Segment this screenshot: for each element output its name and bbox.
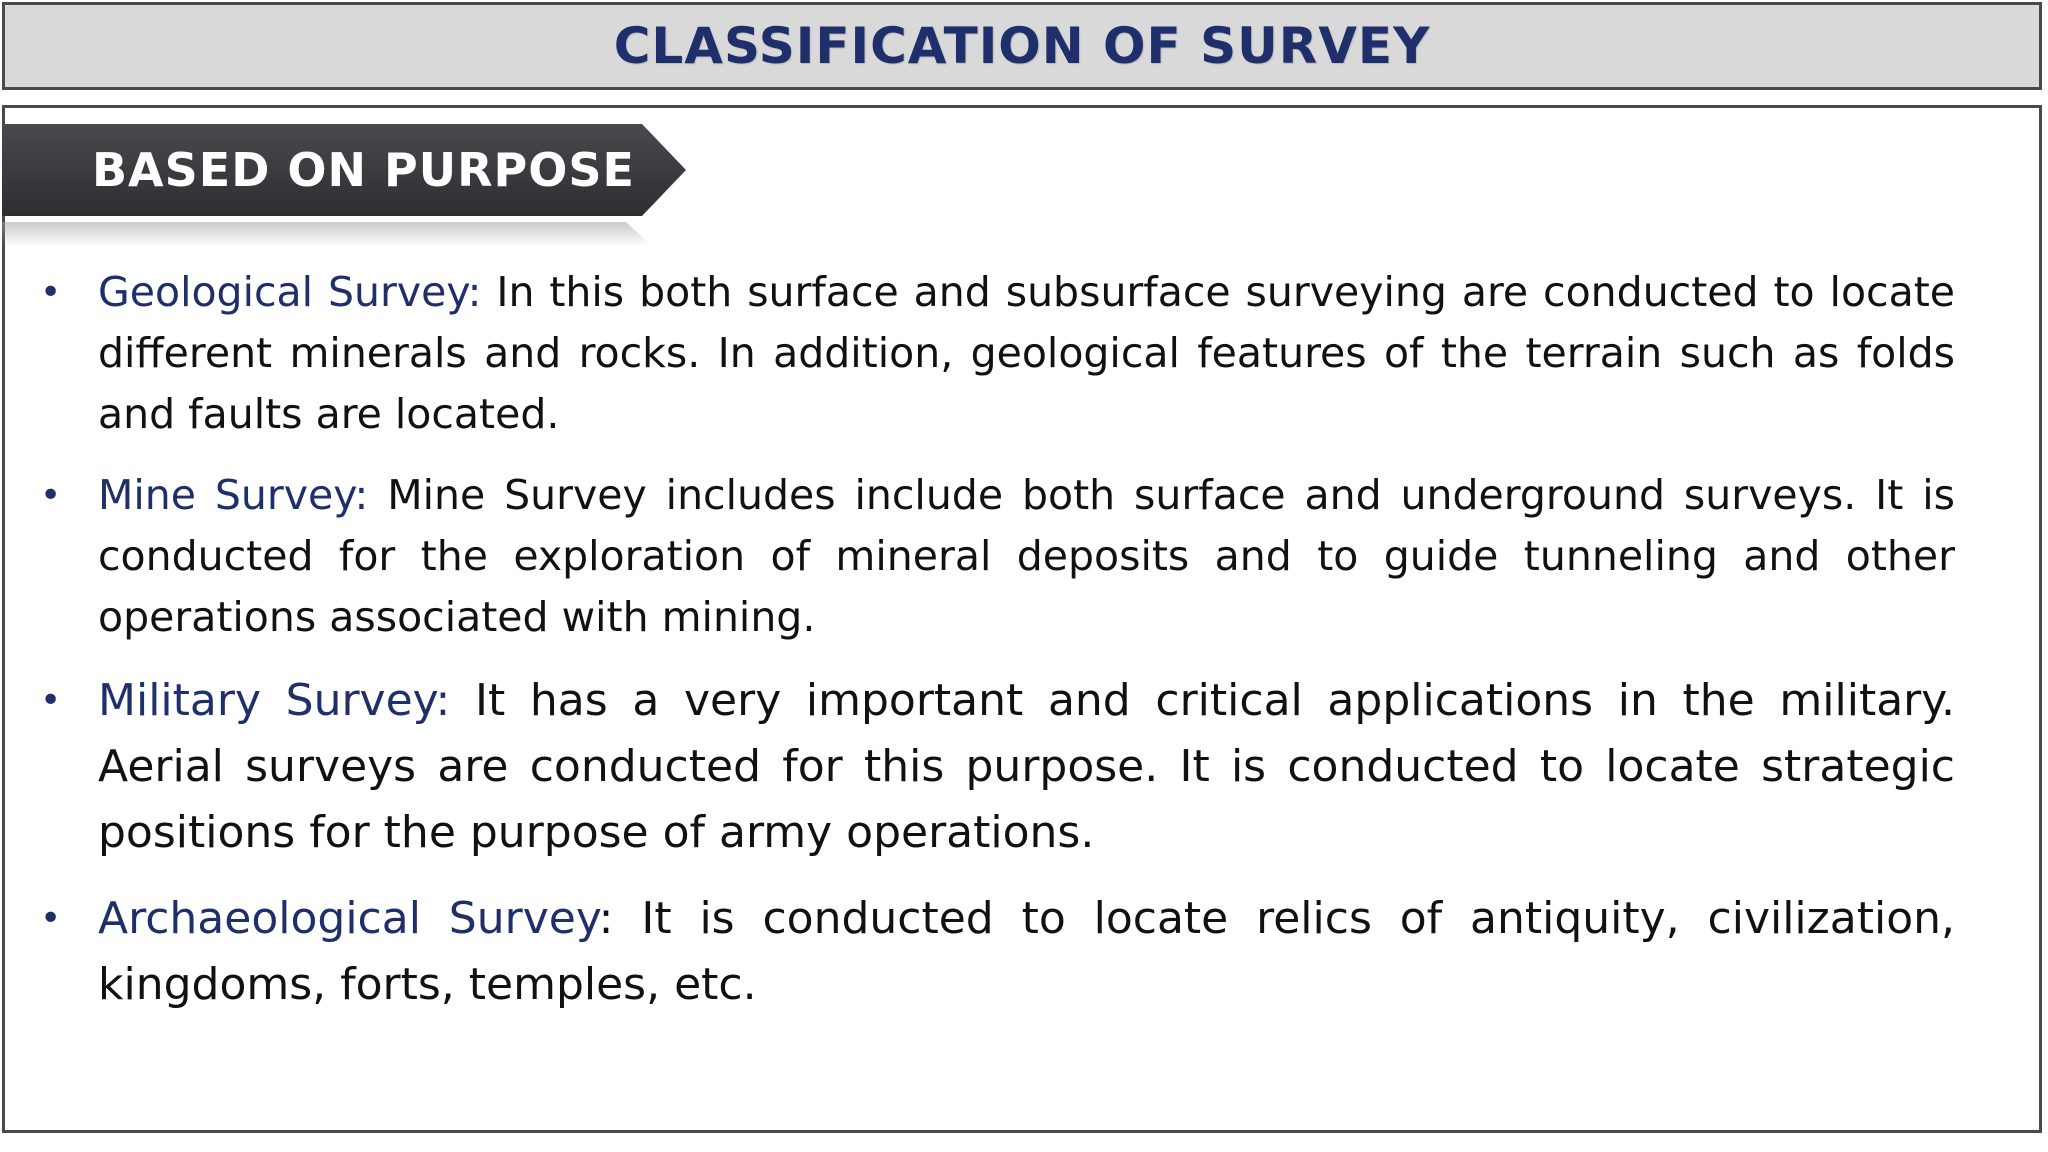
item-term: Military Survey: — [98, 675, 451, 726]
section-tag-shadow — [2, 222, 652, 246]
item-text: It has a very important and critical applications in the military. Aerial surveys are conducted for this purpose. It is conducted to locate strategic positions for the purpose of army operations. — [98, 675, 1955, 858]
bullet-icon: • — [40, 680, 62, 721]
item-text: Mine Survey includes include both surface and underground surveys. It is conducted for the exploration of mineral deposits and to guide tunneling and other operations associated with mining. — [98, 471, 1955, 641]
bullet-icon: • — [40, 272, 62, 313]
list-item — [40, 886, 1955, 1018]
item-term: Archaeological Survey — [98, 893, 599, 944]
item-text: In this both surface and subsurface surveying are conducted to locate different minerals and rocks. In addition, geological features of the terrain such as folds and faults are located. — [98, 268, 1955, 438]
section-tag-label: BASED ON PURPOSE — [92, 143, 635, 197]
bullet-icon: • — [40, 898, 62, 939]
list-item — [40, 668, 1955, 866]
item-text: : It is conducted to locate relics of antiquity, civilization, kingdoms, forts, temples, etc. — [98, 893, 1955, 1010]
bullet-icon: • — [40, 475, 62, 516]
item-term: Geological Survey: — [98, 268, 482, 316]
item-term: Mine Survey: — [98, 471, 369, 519]
list-item — [40, 262, 1955, 445]
list-item — [40, 465, 1955, 648]
page-title: CLASSIFICATION OF SURVEY — [613, 17, 1431, 75]
title-bar — [2, 2, 2042, 90]
bullet-list — [40, 262, 1955, 1038]
section-tag — [2, 124, 686, 216]
